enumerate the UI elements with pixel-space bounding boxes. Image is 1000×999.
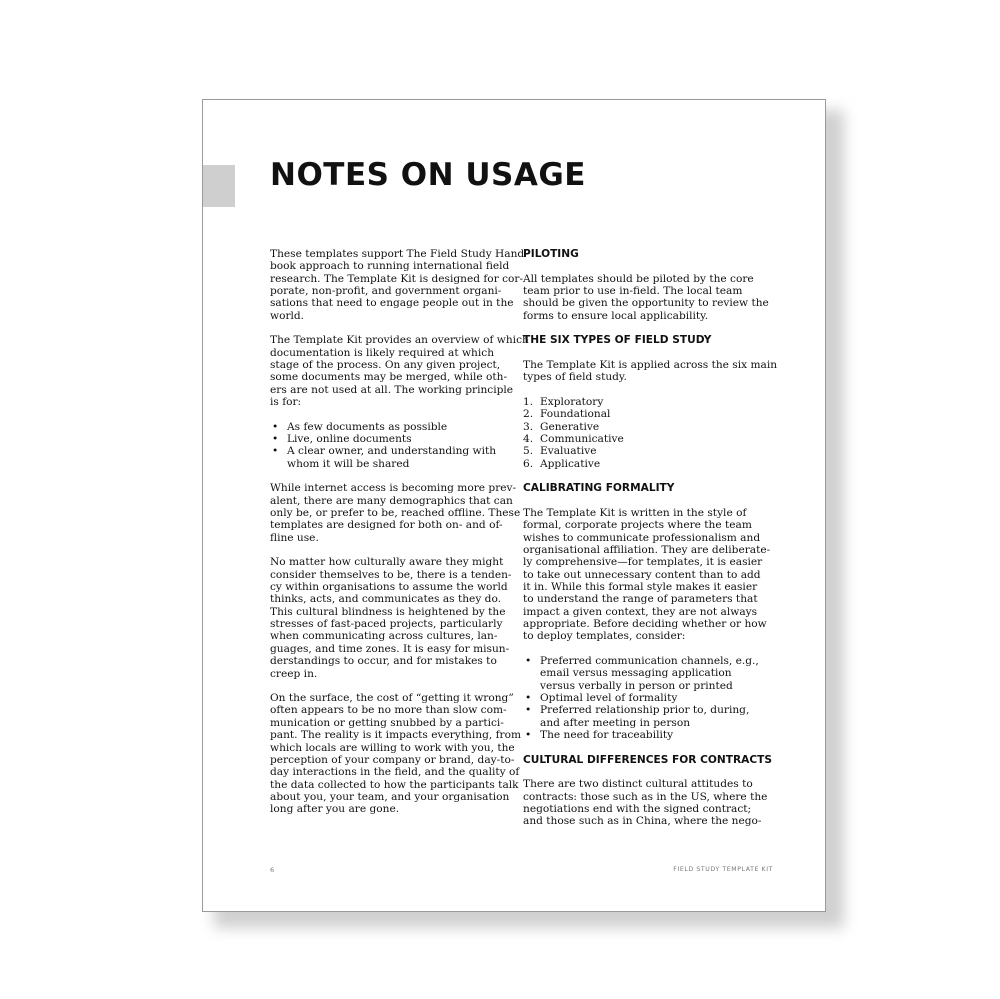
list-number: 3. — [523, 420, 534, 433]
section-heading-formality: CALIBRATING FORMALITY — [523, 482, 675, 495]
text-line: world. — [270, 309, 305, 322]
formality-paragraph — [523, 507, 769, 643]
list-number: 5. — [523, 445, 534, 458]
list-label: Applicative — [540, 457, 601, 470]
list-item — [523, 445, 769, 457]
text-line: day interactions in the field, and the quality of — [270, 766, 520, 779]
intro-paragraph — [270, 248, 528, 322]
text-line: when communicating across cultures, lan- — [270, 630, 498, 643]
list-item — [523, 458, 769, 470]
right-column — [523, 248, 778, 840]
text-line: impact a given context, they are not always — [523, 605, 758, 618]
text-line: long after you are gone. — [270, 803, 400, 816]
text-line: organisational affiliation. They are deliberate- — [523, 543, 771, 556]
text-line: consider themselves to be, there is a tenden- — [270, 568, 512, 581]
text-line: ly comprehensive—for templates, it is easier — [523, 556, 763, 569]
text-line: creep in. — [270, 667, 318, 680]
list-item: • A clear owner, and understanding with whom it will be shared — [270, 445, 502, 470]
list-number: 4. — [523, 432, 534, 445]
section-heading-contracts: CULTURAL DIFFERENCES FOR CONTRACTS — [523, 753, 772, 766]
text-line: only be, or prefer to be, reached offline. These — [270, 507, 521, 520]
running-footer: FIELD STUDY TEMPLATE KIT — [673, 866, 773, 873]
text-line: often appears to be no more than slow com- — [270, 704, 507, 717]
text-line: research. The Template Kit is designed for cor- — [270, 272, 524, 285]
text-line: documentation is likely required at which — [270, 346, 495, 359]
text-line: some documents may be merged, while oth- — [270, 371, 508, 384]
six-types-paragraph — [523, 358, 778, 384]
text-line: about you, your team, and your organisation — [270, 790, 510, 803]
text-line: thinks, acts, and communicates as they do. — [270, 593, 502, 606]
list-label: Foundational — [540, 408, 611, 421]
title-accent-block — [203, 165, 235, 207]
text-line: All templates should be piloted by the core — [523, 272, 754, 285]
text-line: the data collected to how the participants talk — [270, 778, 519, 791]
list-item — [523, 421, 769, 433]
text-line: The Template Kit is applied across the six main — [523, 358, 778, 371]
list-number: 6. — [523, 457, 534, 470]
list-number: 2. — [523, 408, 534, 421]
text-line: sations that need to engage people out in the — [270, 297, 514, 310]
list-item — [523, 396, 769, 408]
page-title: NOTES ON USAGE — [270, 157, 586, 193]
text-line: forms to ensure local applicability. — [523, 309, 709, 322]
text-line: derstandings to occur, and for mistakes to — [270, 655, 497, 668]
overview-paragraph — [270, 334, 529, 409]
internet-paragraph — [270, 482, 521, 544]
list-item — [523, 408, 769, 420]
list-item: • As few documents as possible — [270, 421, 502, 433]
text-line: which locals are willing to work with you, the — [270, 741, 515, 754]
list-label: Communicative — [540, 432, 624, 445]
piloting-paragraph — [523, 273, 769, 322]
section-heading-piloting: PILOTING — [523, 248, 579, 260]
text-line: pant. The reality is it impacts everything, from — [270, 729, 521, 742]
text-line: This cultural blindness is heightened by the — [270, 605, 506, 618]
text-line: it in. While this formal style makes it easier — [523, 581, 758, 593]
principles-list — [270, 421, 502, 470]
text-line: contracts: those such as in the US, where the — [523, 790, 768, 803]
text-line: team prior to use in-field. The local team — [523, 284, 743, 297]
text-line: guages, and time zones. It is easy for misun- — [270, 642, 510, 655]
text-line: should be given the opportunity to review the — [523, 297, 769, 310]
list-item: • Preferred communication channels, e.g., email versus messaging application versus verbally in person or printed — [523, 655, 769, 692]
text-line: On the surface, the cost of “getting it wrong” — [270, 692, 514, 705]
text-line: porate, non-profit, and government organi- — [270, 285, 502, 298]
text-line: fline use. — [270, 531, 319, 544]
text-line: munication or getting snubbed by a partici- — [270, 716, 504, 729]
text-line: to understand the range of parameters that — [523, 593, 758, 606]
culture-paragraph — [270, 556, 512, 680]
left-column — [270, 248, 529, 828]
considerations-list — [523, 655, 769, 741]
text-line: There are two distinct cultural attitudes to — [523, 778, 753, 791]
text-line: alent, there are many demographics that can — [270, 494, 513, 507]
page-number: 6 — [270, 866, 275, 874]
document-page — [202, 99, 826, 912]
text-line: While internet access is becoming more prev- — [270, 482, 517, 495]
list-label: Evaluative — [540, 445, 597, 458]
list-item: • Optimal level of formality — [523, 692, 769, 704]
list-label: Generative — [540, 420, 600, 433]
text-line: and those such as in China, where the nego- — [523, 815, 762, 828]
text-line: formal, corporate projects where the team — [523, 519, 752, 532]
text-line: wishes to communicate professionalism and — [523, 531, 761, 544]
contracts-paragraph — [523, 778, 769, 827]
text-line: ers are not used at all. The working principle — [270, 383, 514, 396]
list-item — [523, 433, 769, 445]
text-line: appropriate. Before deciding whether or how — [523, 618, 767, 631]
text-line: No matter how culturally aware they might — [270, 556, 504, 569]
text-line: perception of your company or brand, day-to- — [270, 753, 515, 766]
text-line: is for: — [270, 396, 302, 409]
text-line: These templates support The Field Study Hand- — [270, 248, 528, 260]
list-number: 1. — [523, 395, 534, 408]
cost-paragraph — [270, 692, 521, 816]
text-line: to deploy templates, consider: — [523, 630, 686, 643]
text-line: stage of the process. On any given project, — [270, 359, 501, 372]
section-heading-six-types: THE SIX TYPES OF FIELD STUDY — [523, 334, 712, 347]
text-line: The Template Kit is written in the style of — [523, 506, 747, 519]
list-item: • Preferred relationship prior to, during, and after meeting in person — [523, 704, 769, 729]
text-line: cy within organisations to assume the world — [270, 581, 508, 594]
list-item: • The need for traceability — [523, 729, 769, 741]
study-types-list — [523, 396, 769, 470]
list-label: Exploratory — [540, 395, 604, 408]
text-line: templates are designed for both on- and of- — [270, 519, 503, 532]
text-line: The Template Kit provides an overview of which — [270, 334, 529, 347]
text-line: book approach to running international field — [270, 260, 510, 273]
text-line: types of field study. — [523, 371, 627, 384]
text-line: negotiations end with the signed contract; — [523, 803, 752, 816]
text-line: stresses of fast-paced projects, particularly — [270, 618, 503, 631]
list-item: • Live, online documents — [270, 433, 502, 445]
text-line: to take out unnecessary content than to add — [523, 568, 761, 581]
